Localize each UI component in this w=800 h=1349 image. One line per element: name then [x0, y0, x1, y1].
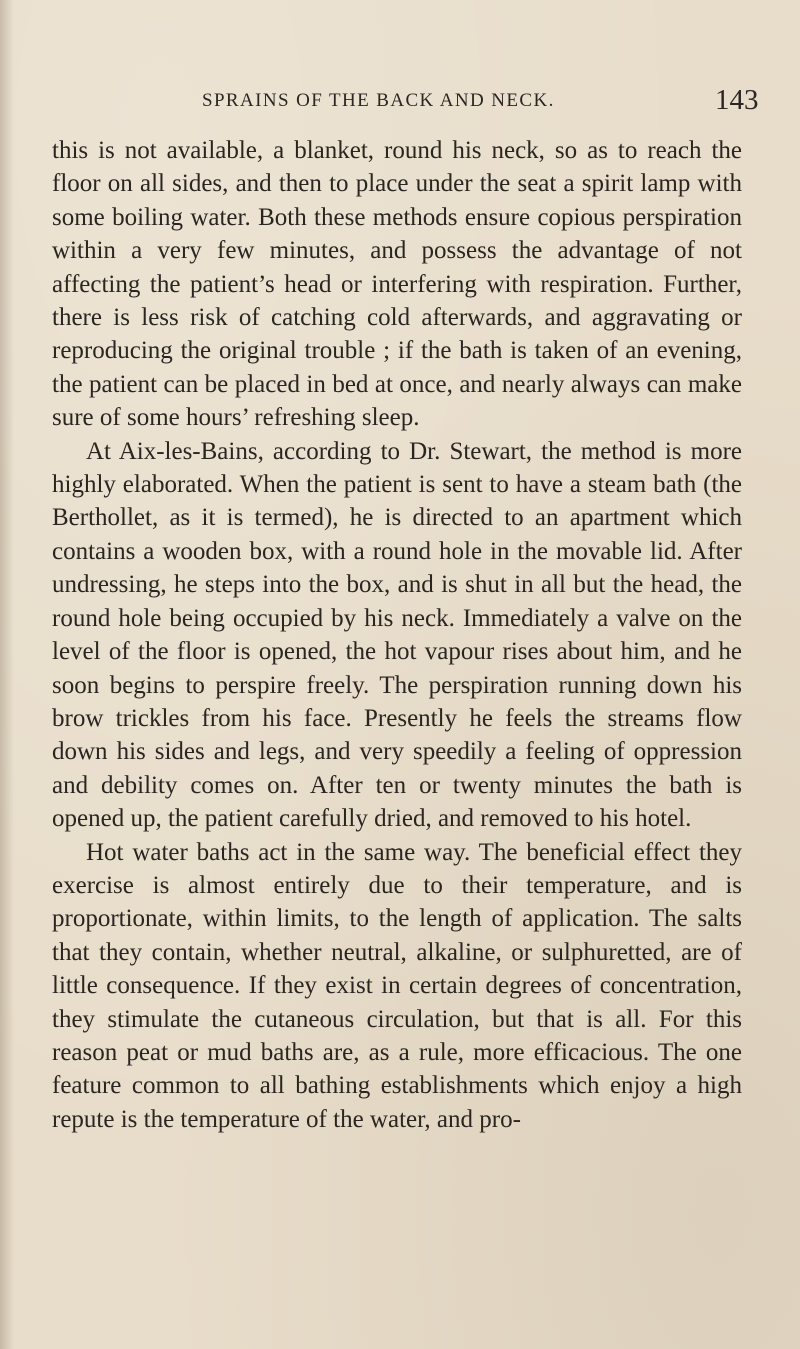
page-edge-shadow	[0, 0, 14, 1349]
paragraph-3: Hot water baths act in the same way. The beneficial effect they exercise is almost entirely due to their temperature, and is proportionate, within limits, to the length of application. The salts that they contain, whether neutral, alkaline, or sulphuretted, are of little consequence. If they exist in certain degrees of concentration, they stimulate the cutaneous circulation, but that is all. For this reason peat or mud baths are, as a rule, more efficacious. The one feature common to all bathing establishments which enjoy a high repute is the temperature of the water, and pro-	[52, 838, 742, 1133]
page-header	[0, 84, 800, 124]
paragraph-2: At Aix-les-Bains, according to Dr. Stewart, the method is more highly elaborated. When the patient is sent to have a steam bath (the Berthollet, as it is termed), he is directed to an apartment which contains a wooden box, with a round hole in the movable lid. After undressing, he steps into the box, and is shut in all but the head, the round hole being occupied by his neck. Immediately a valve on the level of the floor is opened, the hot vapour rises about him, and he soon begins to perspire freely. The perspiration running down his brow trickles from his face. Presently he feels the streams flow down his sides and legs, and very speedily a feeling of oppression and debility comes on. After ten or twenty minutes the bath is opened up, the patient carefully dried, and removed to his hotel.	[52, 437, 742, 833]
paragraph-1: this is not available, a blanket, round his neck, so as to reach the floor on all sides, and then to place under the seat a spirit lamp with some boiling water. Both these methods ensure copious perspiration within a very few minutes, and possess the advantage of not affecting the patient’s head or interfering with respiration. Further, there is less risk of catching cold afterwards, and aggravating or reproducing the original trouble ; if the bath is taken of an evening, the patient can be placed in bed at once, and nearly always can make sure of some hours’ refreshing sleep.	[52, 137, 742, 432]
running-head: SPRAINS OF THE BACK AND NECK.	[202, 90, 555, 111]
body-text	[52, 134, 742, 1136]
page-number: 143	[715, 84, 759, 116]
